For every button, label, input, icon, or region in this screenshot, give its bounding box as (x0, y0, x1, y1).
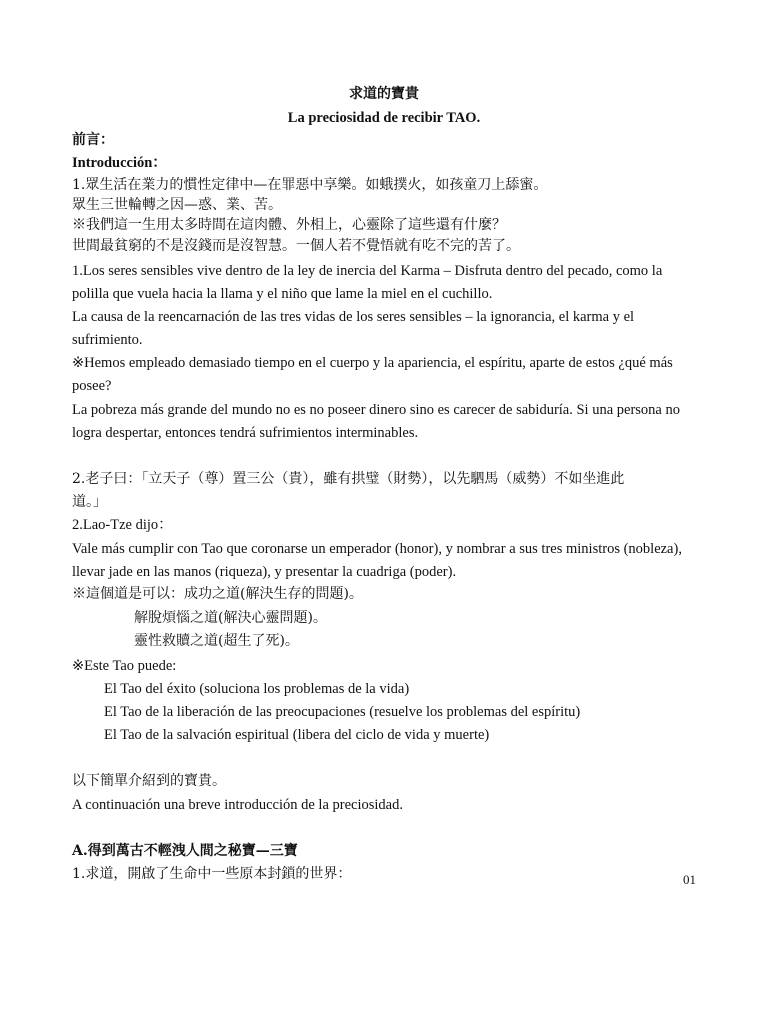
tao-line: El Tao del éxito (soluciona los problemas de la vida) (104, 681, 410, 697)
section-a-item: 1.求道，開啟了生命中一些原本封鎖的世界： (72, 866, 352, 882)
paragraph-line: 1.眾生活在業力的慣性定律中—在罪惡中享樂。如蛾撲火，如孩童刀上舔蜜。 (72, 177, 548, 193)
paragraph-line: 眾生三世輪轉之因—惑、業、苦。 (72, 197, 282, 213)
title-spanish: La preciosidad de recibir TAO. (287, 110, 481, 126)
paragraph-line: 道。」 (72, 494, 107, 510)
page-number: 01 (683, 872, 696, 887)
paragraph-line: posee? (72, 378, 112, 394)
paragraph-line: sufrimiento. (72, 332, 143, 348)
paragraph-line: 2.Lao-Tze dijo： (72, 517, 173, 533)
title-chinese: 求道的寶貴 (349, 86, 419, 102)
intro-spanish: A continuación una breve introducción de la preciosidad. (72, 797, 403, 813)
paragraph-line: llevar jade en las manos (riqueza), y presentar la cuadriga (poder). (72, 564, 457, 580)
preface-heading-spanish: Introducción： (72, 155, 167, 171)
paragraph-line: logra despertar, entonces tendrá sufrimientos interminables. (72, 425, 419, 441)
tao-line: El Tao de la liberación de las preocupaciones (resuelve los problemas del espíritu) (104, 704, 581, 720)
intro-chinese: 以下簡單介紹到的寶貴。 (72, 773, 226, 789)
tao-line: 靈性救贖之道(超生了死)。 (134, 633, 299, 649)
paragraph-line: ※Hemos empleado demasiado tiempo en el cuerpo y la apariencia, el espíritu, aparte de estos ¿qué más (72, 355, 673, 371)
paragraph-line: La causa de la reencarnación de las tres vidas de los seres sensibles – la ignorancia, el karma y el (72, 309, 635, 325)
preface-heading-chinese: 前言： (72, 132, 114, 148)
tao-line: ※Este Tao puede: (72, 658, 177, 674)
paragraph-line: Vale más cumplir con Tao que coronarse un emperador (honor), y nombrar a sus tres ministros (nobleza), (72, 541, 682, 557)
paragraph-line: 世間最貧窮的不是沒錢而是沒智慧。一個人若不覺悟就有吃不完的苦了。 (72, 238, 520, 254)
paragraph-line: 2.老子曰：「立天子（尊）置三公（貴），雖有拱璧（財勢），以先駟馬（威勢）不如坐進此 (72, 471, 625, 487)
paragraph-line: La pobreza más grande del mundo no es no poseer dinero sino es carecer de sabiduría. Si una persona no (72, 402, 680, 418)
tao-line: El Tao de la salvación espiritual (libera del ciclo de vida y muerte) (104, 727, 490, 743)
paragraph-line: ※我們這一生用太多時間在這肉體、外相上，心靈除了這些還有什麼？ (72, 217, 506, 233)
paragraph-line: polilla que vuela hacia la llama y el niño que lame la miel en el cuchillo. (72, 286, 493, 302)
tao-line: 解脫煩惱之道(解決心靈問題)。 (134, 610, 327, 626)
paragraph-line: 1.Los seres sensibles vive dentro de la ley de inercia del Karma – Disfruta dentro del pecado, como la (72, 263, 663, 279)
section-a-heading: A.得到萬古不輕洩人間之秘寶—三寶 (72, 843, 298, 859)
tao-line: ※這個道是可以：成功之道(解決生存的問題)。 (72, 586, 363, 602)
